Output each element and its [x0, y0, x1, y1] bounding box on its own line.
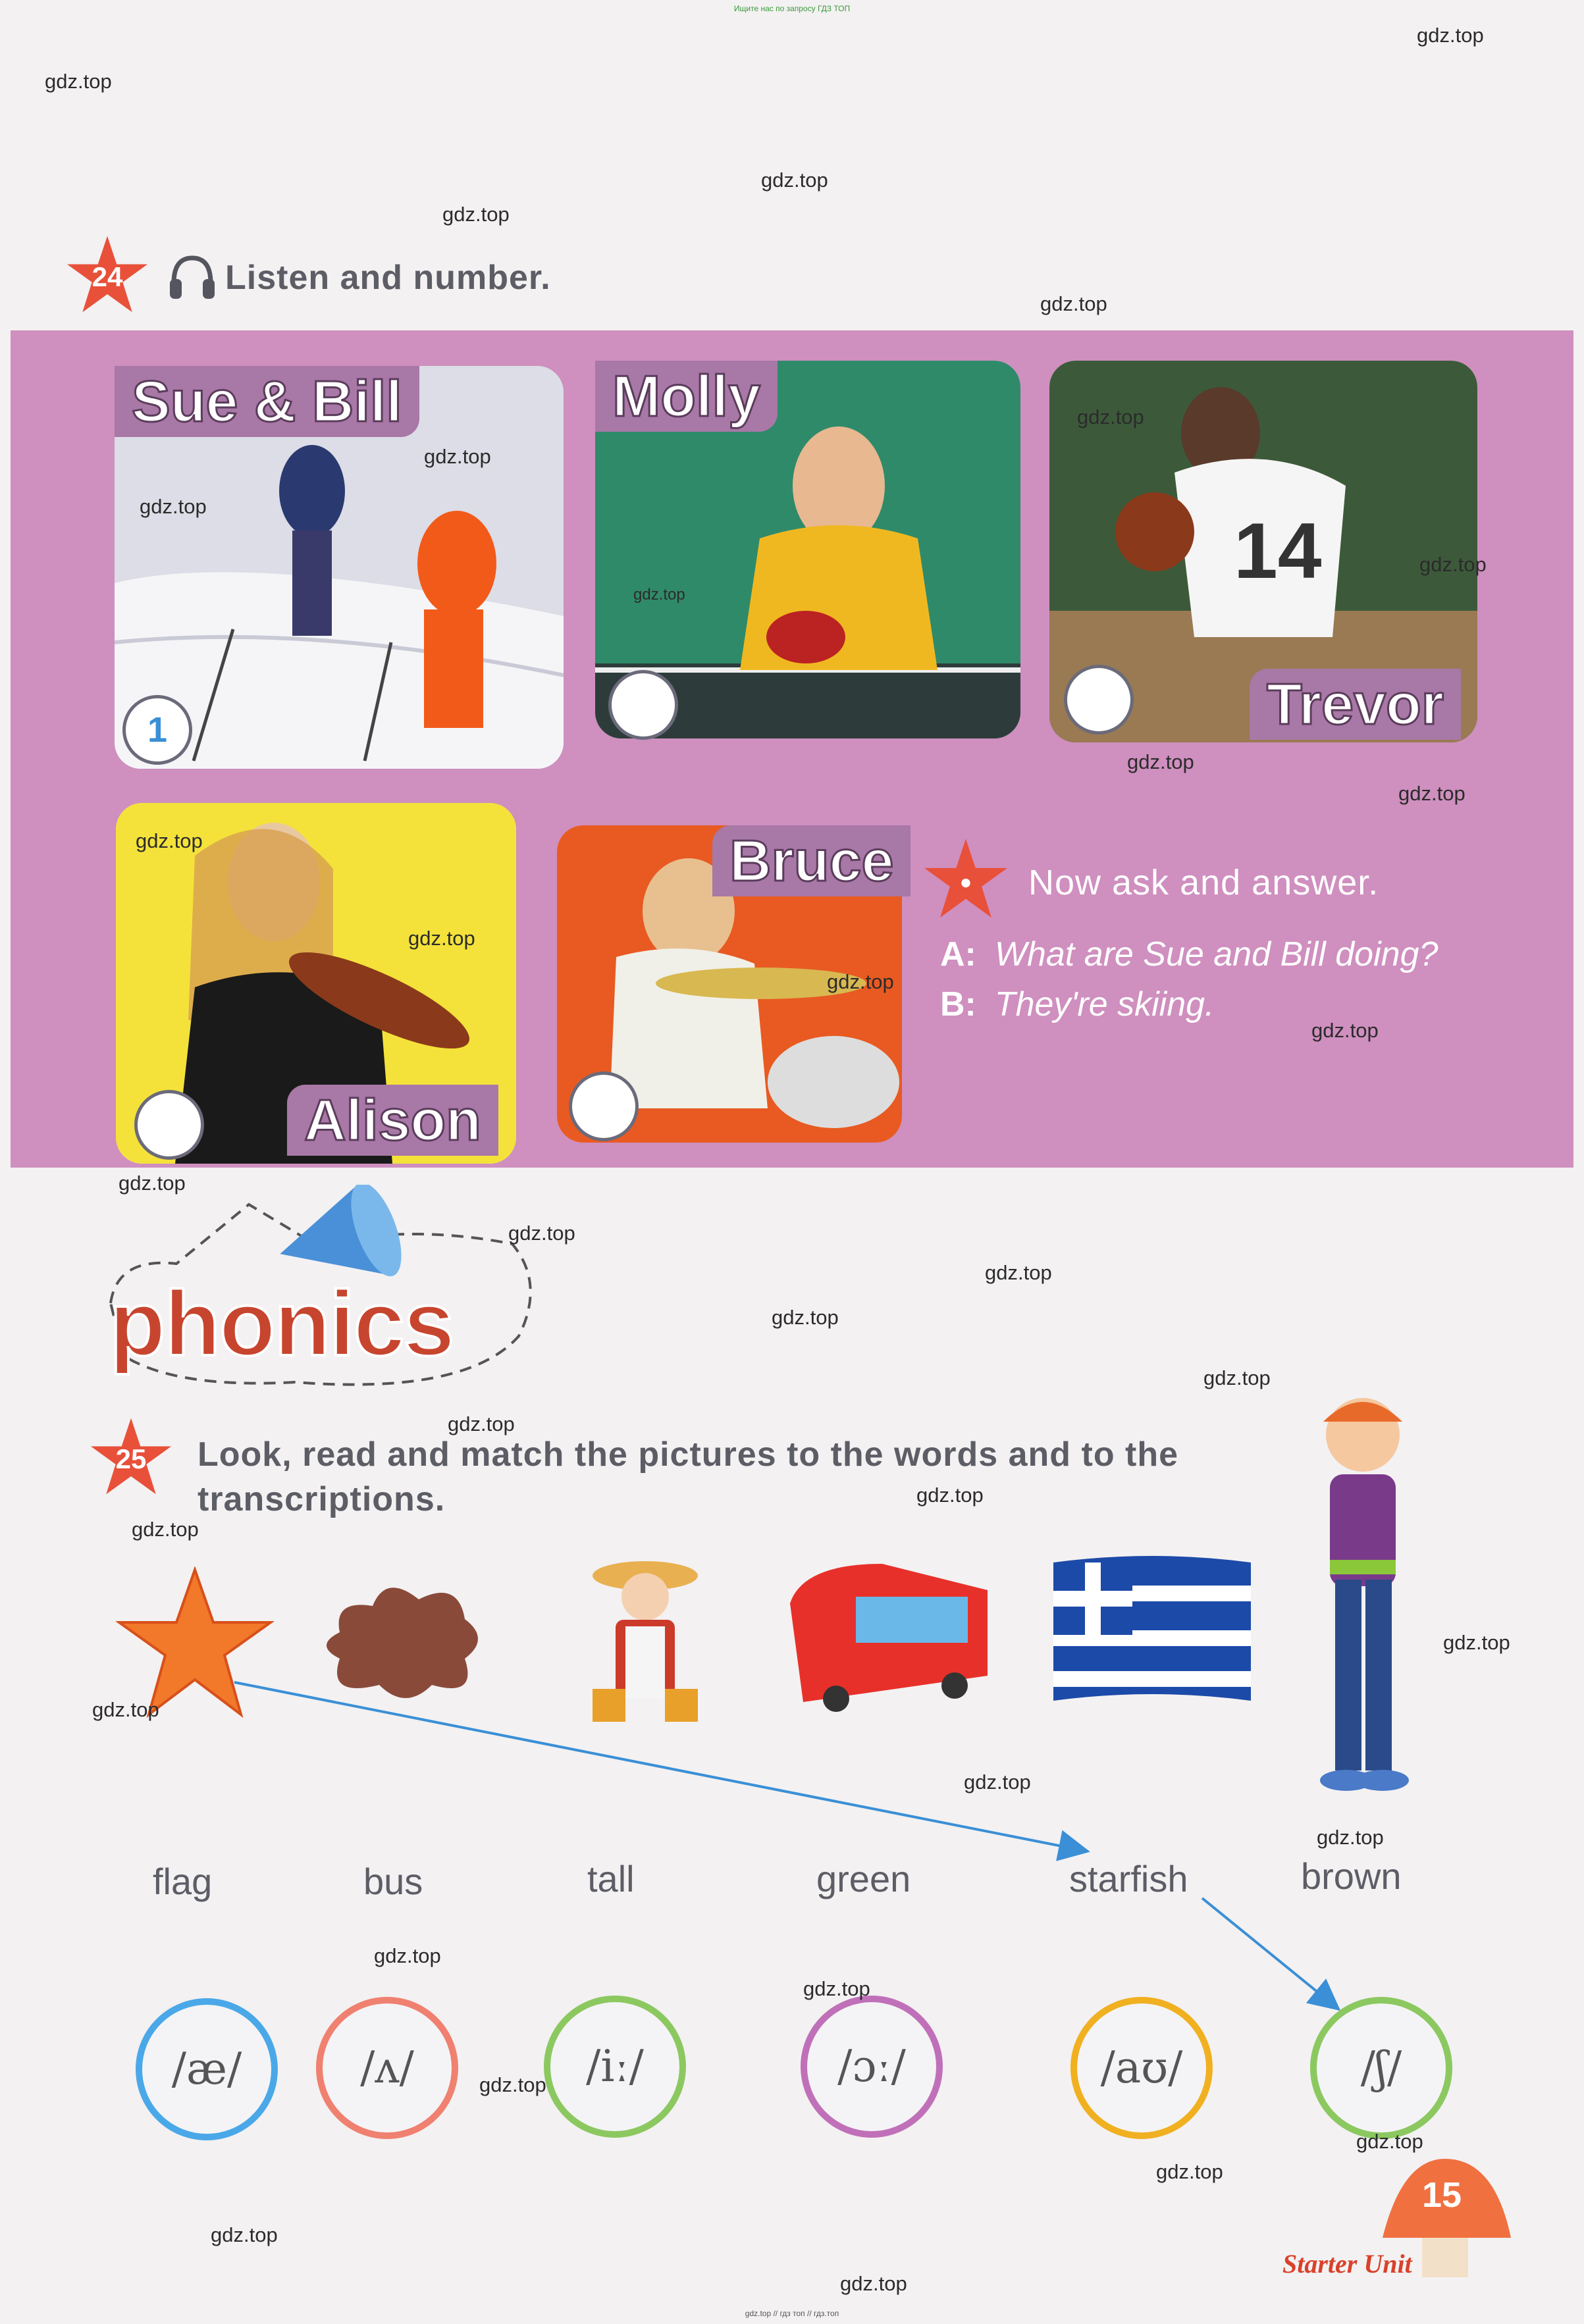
watermark: gdz.top	[424, 445, 491, 468]
watermark: gdz.top	[136, 829, 203, 852]
watermark: gdz.top	[1443, 1631, 1510, 1654]
watermark: gdz.top	[1419, 553, 1487, 576]
word-green: green	[816, 1858, 911, 1899]
word-flag: flag	[153, 1861, 213, 1902]
answer-circle-sue-bill[interactable]: 1	[122, 695, 192, 765]
watermark: gdz.top	[1203, 1366, 1271, 1389]
watermark: gdz.top	[803, 1977, 870, 2000]
watermark: gdz.top	[479, 2073, 546, 2096]
watermark: gdz.top	[1356, 2130, 1423, 2153]
watermark: gdz.top	[964, 1770, 1031, 1794]
word-brown: brown	[1301, 1855, 1402, 1897]
name-label-bruce: Bruce	[712, 825, 911, 896]
watermark: gdz.top	[211, 2223, 278, 2246]
watermark: gdz.top	[92, 1698, 159, 1721]
watermark: gdz.top	[1156, 2160, 1223, 2183]
name-label-sue-bill: Sue & Bill	[115, 366, 419, 437]
watermark: gdz.top	[1317, 1826, 1384, 1849]
bottom-note: gdz.top // гдз топ // гдз.топ	[745, 2309, 839, 2318]
ask-answer-title: Now ask and answer.	[1028, 863, 1379, 902]
watermark: gdz.top	[374, 1944, 441, 1967]
transcription-sh[interactable]: /ʃ/	[1310, 1997, 1452, 2139]
watermark: gdz.top	[1417, 24, 1484, 47]
watermark: gdz.top	[140, 495, 207, 518]
watermark: gdz.top	[448, 1412, 515, 1435]
watermark: gdz.top	[827, 970, 894, 993]
watermark: gdz.top	[1127, 750, 1194, 773]
watermark: gdz.top	[1398, 782, 1465, 805]
exercise-number: 24	[92, 261, 123, 292]
transcription-ae[interactable]: /æ/	[136, 1998, 278, 2140]
watermark: gdz.top	[508, 1222, 575, 1245]
watermark: gdz.top	[916, 1484, 984, 1507]
watermark: gdz.top	[1077, 405, 1144, 428]
watermark: gdz.top	[761, 168, 828, 192]
watermark: gdz.top	[1040, 292, 1107, 315]
exercise-25-title-line1: Look, read and match the pictures to the words and to the	[198, 1435, 1179, 1474]
top-note: Ищите нас по запросу ГДЗ ТОП	[733, 4, 851, 13]
exercise-24-title: Listen and number.	[225, 259, 551, 297]
word-bus: bus	[363, 1861, 423, 1902]
word-starfish: starfish	[1069, 1858, 1188, 1899]
watermark: gdz.top	[119, 1172, 186, 1195]
watermark: gdz.top	[408, 927, 475, 950]
watermark: gdz.top	[772, 1306, 839, 1329]
phonics-title: phonics	[109, 1272, 454, 1375]
speaker-b: B:	[940, 985, 976, 1023]
watermark: gdz.top	[442, 203, 510, 226]
transcription-uh[interactable]: /ʌ/	[316, 1997, 458, 2139]
answer-text: They're skiing.	[994, 985, 1215, 1023]
watermark: gdz.top	[1311, 1019, 1379, 1042]
watermark: gdz.top	[840, 2272, 907, 2295]
exercise-number: 25	[115, 1443, 147, 1474]
svg-text:14: 14	[1234, 507, 1322, 595]
name-label-trevor: Trevor	[1250, 669, 1461, 740]
watermark: gdz.top	[45, 70, 112, 93]
speaker-a: A:	[940, 935, 976, 973]
watermark: gdz.top	[633, 586, 685, 604]
page-number: 15	[1422, 2175, 1462, 2215]
transcription-aw[interactable]: /ɔː/	[801, 1996, 943, 2138]
question-text: What are Sue and Bill doing?	[994, 935, 1439, 973]
watermark: gdz.top	[985, 1261, 1052, 1284]
exercise-25-title-line2: transcriptions.	[198, 1480, 446, 1518]
name-label-molly: Molly	[595, 361, 778, 432]
watermark: gdz.top	[132, 1518, 199, 1541]
transcription-ee[interactable]: /iː/	[544, 1996, 686, 2138]
unit-label: Starter Unit	[1282, 2249, 1412, 2279]
word-tall: tall	[587, 1858, 635, 1899]
transcription-ow[interactable]: /aʊ/	[1070, 1997, 1213, 2139]
name-label-alison: Alison	[287, 1085, 498, 1156]
